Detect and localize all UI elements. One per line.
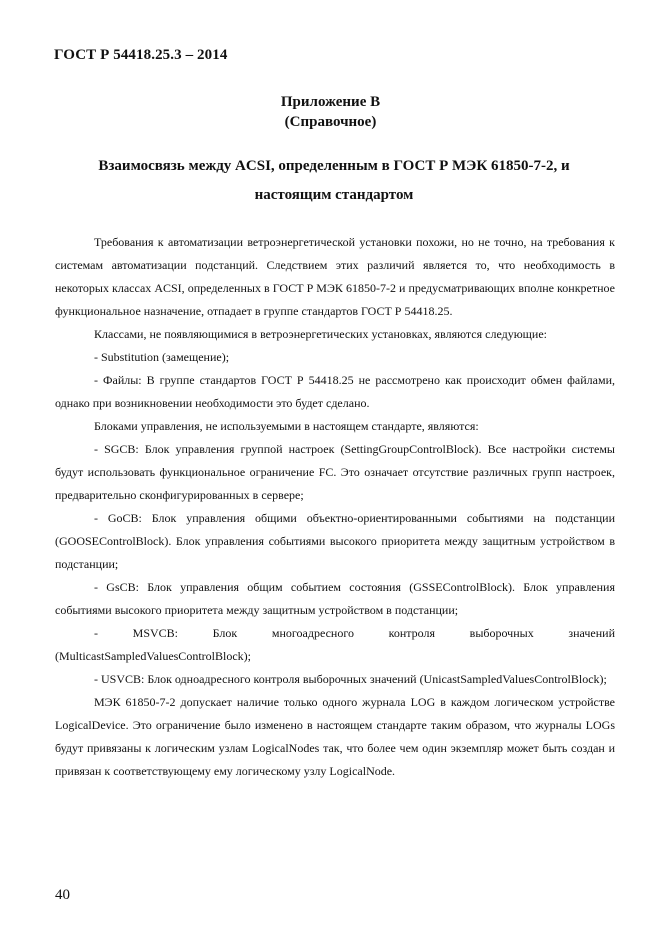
standard-code: ГОСТ Р 54418.25.3 – 2014 — [54, 47, 228, 63]
list-item-gscb: - GsCB: Блок управления общим событием состояния (GSSEControlBlock). Блок управления событиями высокого приоритета между защитным устройством в подстанции; — [55, 580, 615, 617]
annex-title: Приложение В — [280, 94, 381, 110]
list-item-gocb: - GoCB: Блок управления общими объектно-ориентированными событиями на подстанции (GOOSEControlBlock). Блок управления событиями высокого приоритета между защитным устройством в подстанции; — [55, 511, 615, 571]
list-item-files: - Файлы: В группе стандартов ГОСТ Р 54418.25 не рассмотрено как происходит обмен файлами, однако при возникновении необходимости это будет сделано. — [55, 373, 615, 410]
body-text — [55, 231, 615, 783]
list-item-substitution: - Substitution (замещение); — [94, 350, 230, 364]
annex-kind: (Справочное) — [284, 114, 377, 130]
list-item-msvcb: - MSVCB: Блок многоадресного контроля выборочных значений (MulticastSampledValuesControlBlock); — [55, 626, 615, 663]
paragraph-log: МЭК 61850-7-2 допускает наличие только одного журнала LOG в каждом логическом устройстве LogicalDevice. Это ограничение было изменено в настоящем стандарте таким образом, что журналы LOGs будут привязаны к логическим узлам LogicalNodes так, что более чем один экземпляр может быть создан и привязан к соответствующему ему логическому узлу LogicalNode. — [55, 695, 615, 778]
paragraph-blocks-lead: Блоками управления, не используемыми в настоящем стандарте, являются: — [94, 419, 479, 433]
paragraph-classes-lead: Классами, не появляющимися в ветроэнергетических установках, являются следующие: — [94, 327, 547, 341]
annex-heading: Взаимосвязь между ACSI, определенным в ГОСТ Р МЭК 61850-7-2, и настоящим стандартом — [98, 158, 570, 203]
page-number: 40 — [55, 887, 70, 903]
paragraph-intro: Требования к автоматизации ветроэнергетической установки похожи, но не точно, на требования к системам автоматизации подстанций. Следствием этих различий является то, что необходимость в некоторых классах ACSI, определенных в ГОСТ Р МЭК 61850-7-2 и предусматривающих вполне конкретное функциональное назначение, отпадает в группе стандартов ГОСТ Р 54418.25. — [55, 235, 615, 318]
list-item-usvcb: - USVCB: Блок одноадресного контроля выборочных значений (UnicastSampledValuesControlBlock); — [94, 672, 607, 686]
list-item-sgcb: - SGCB: Блок управления группой настроек (SettingGroupControlBlock). Все настройки системы будут использовать функциональное ограничение FC. Это означает отсутствие различных групп настроек, предварительно сконфигурированных в сервере; — [55, 442, 615, 502]
